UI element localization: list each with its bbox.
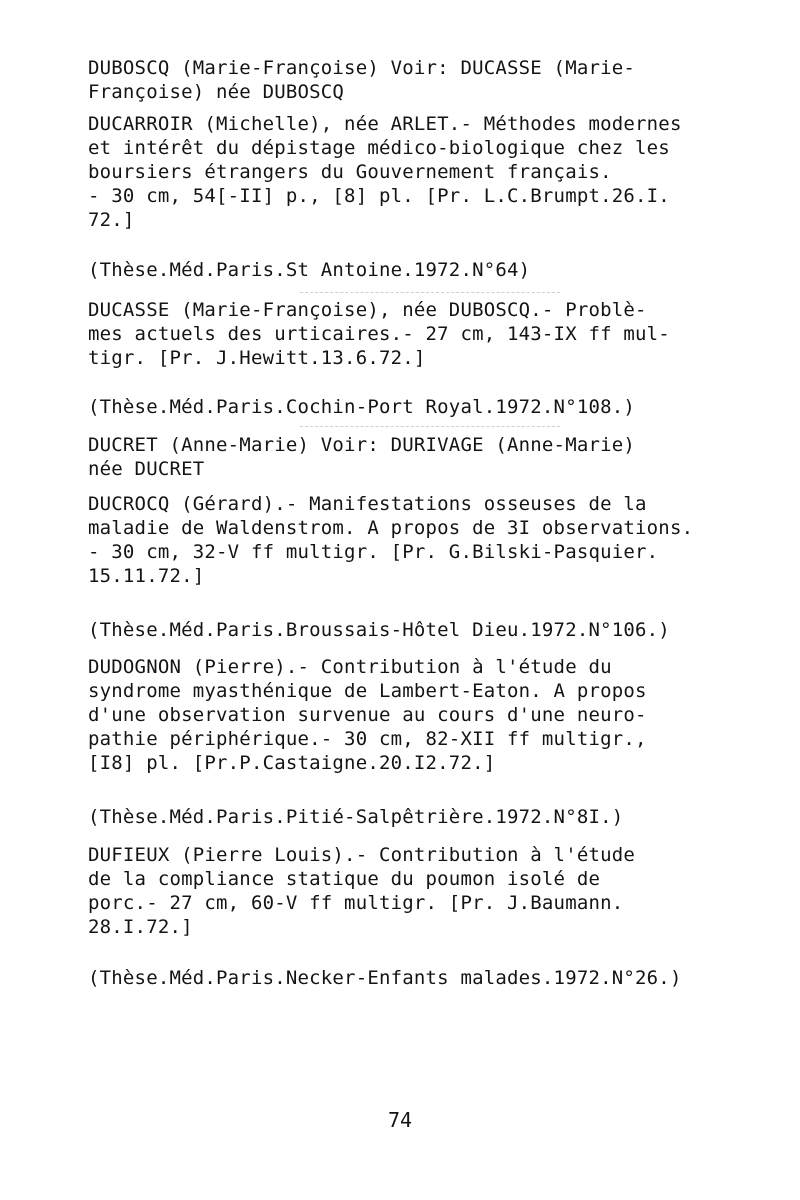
- entry-line: syndrome myasthénique de Lambert-Eaton. A propos: [88, 680, 647, 702]
- catalog-entry-ducret: [88, 433, 728, 481]
- entry-line: - 30 cm, 32-V ff multigr. [Pr. G.Bilski-Pasquier.: [88, 541, 659, 563]
- entry-line: - 30 cm, 54[-II] p., [8] pl. [Pr. L.C.Brumpt.26.I.: [88, 185, 670, 207]
- entry-line: DUDOGNON (Pierre).- Contribution à l'étude du: [88, 656, 612, 678]
- page-number: 74: [387, 1108, 413, 1132]
- separator-line: [300, 426, 560, 427]
- entry-line: DUCASSE (Marie-Françoise), née DUBOSCQ.- Problè-: [88, 299, 647, 321]
- entry-line: 72.]: [88, 209, 135, 231]
- thesis-reference: (Thèse.Méd.Paris.Pitié-Salpêtrière.1972.N°8I.): [88, 806, 624, 828]
- thesis-reference: (Thèse.Méd.Paris.Necker-Enfants malades.1972.N°26.): [88, 967, 682, 989]
- catalog-entry-dufieux: [88, 843, 728, 939]
- entry-line: mes actuels des urticaires.- 27 cm, 143-IX ff mul-: [88, 323, 670, 345]
- entry-line: et intérêt du dépistage médico-biologique chez les: [88, 137, 670, 159]
- entry-line: DUFIEUX (Pierre Louis).- Contribution à l'étude: [88, 844, 636, 866]
- entry-line: DUCROCQ (Gérard).- Manifestations osseuses de la: [88, 493, 647, 515]
- catalog-entry-ducrocq: [88, 492, 728, 588]
- thesis-reference: (Thèse.Méd.Paris.St Antoine.1972.N°64): [88, 259, 531, 281]
- entry-line: pathie périphérique.- 30 cm, 82-XII ff multigr.,: [88, 728, 647, 750]
- entry-line: tigr. [Pr. J.Hewitt.13.6.72.]: [88, 347, 426, 369]
- entry-line: d'une observation survenue au cours d'une neuro-: [88, 704, 647, 726]
- entry-line: porc.- 27 cm, 60-V ff multigr. [Pr. J.Baumann.: [88, 892, 624, 914]
- catalog-entry-duboscq: [88, 56, 728, 104]
- catalog-entry-ducasse: [88, 298, 728, 370]
- entry-line: Françoise) née DUBOSCQ: [88, 81, 345, 103]
- thesis-reference: (Thèse.Méd.Paris.Cochin-Port Royal.1972.N°108.): [88, 396, 636, 418]
- entry-line: de la compliance statique du poumon isolé de: [88, 868, 601, 890]
- entry-line: née DUCRET: [88, 458, 205, 480]
- entry-line: 15.11.72.]: [88, 565, 205, 587]
- catalog-entry-dudognon: [88, 655, 728, 775]
- entry-line: [I8] pl. [Pr.P.Castaigne.20.I2.72.]: [88, 752, 496, 774]
- entry-line: DUBOSCQ (Marie-Françoise) Voir: DUCASSE (Marie-: [88, 57, 636, 79]
- separator-line: [300, 292, 560, 293]
- thesis-reference: (Thèse.Méd.Paris.Broussais-Hôtel Dieu.1972.N°106.): [88, 619, 670, 641]
- entry-line: 28.I.72.]: [88, 916, 193, 938]
- entry-line: maladie de Waldenstrom. A propos de 3I observations.: [88, 517, 694, 539]
- entry-line: boursiers étrangers du Gouvernement français.: [88, 161, 612, 183]
- catalog-entry-ducarroir: [88, 112, 728, 232]
- entry-line: DUCRET (Anne-Marie) Voir: DURIVAGE (Anne-Marie): [88, 434, 636, 456]
- entry-line: DUCARROIR (Michelle), née ARLET.- Méthodes modernes: [88, 113, 682, 135]
